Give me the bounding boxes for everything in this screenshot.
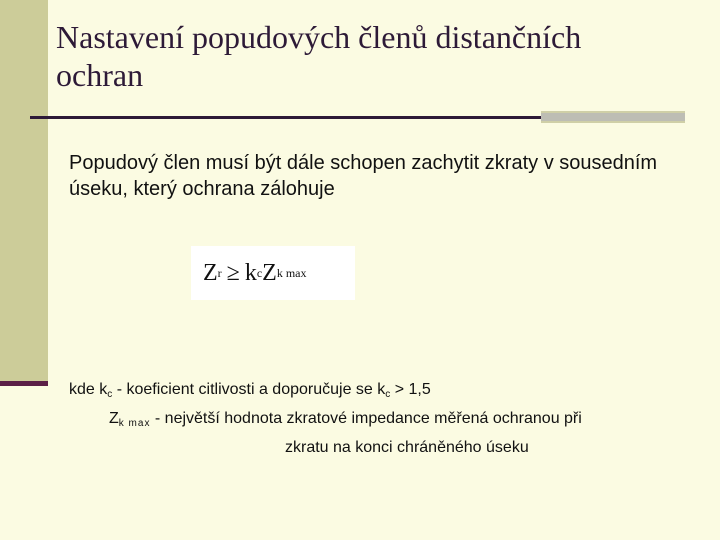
definition-zkmax-cont: zkratu na konci chráněného úseku: [285, 439, 529, 456]
def-kc-sub: c: [107, 389, 113, 400]
def-kc-text: - koeficient citlivosti a doporučuje se k: [112, 381, 386, 398]
left-decor-accent: [0, 381, 48, 386]
formula-z2: Z: [262, 259, 277, 286]
formula-k: k: [244, 259, 257, 286]
body-paragraph: Popudový člen musí být dále schopen zachytit zkraty v sousedním úseku, který ochrana zálohuje: [69, 152, 658, 200]
def-zk-sub: k max: [118, 418, 151, 429]
title-underline-accent-inner: [541, 113, 685, 121]
definitions-block: [69, 378, 719, 460]
formula-geq: ≥: [226, 259, 240, 286]
def-kc-prefix: kde k: [69, 381, 108, 398]
formula-image: [191, 246, 355, 300]
def-kc-sub2: c: [385, 389, 391, 400]
formula-z: Z: [203, 259, 218, 286]
formula-k-sub: c: [256, 265, 263, 280]
definition-zkmax: [69, 407, 719, 436]
formula-z2-sub: k max: [276, 265, 307, 280]
slide-title: Nastavení popudových členů distančních ochran: [56, 19, 582, 93]
def-kc-suffix: > 1,5: [390, 381, 431, 398]
left-decor-band: [0, 0, 48, 381]
def-zk-prefix: Z: [109, 410, 119, 427]
def-zk-text: - největší hodnota zkratové impedance měřená ochranou při: [150, 410, 582, 427]
definition-kc: [69, 378, 719, 407]
formula-z-sub: r: [217, 265, 222, 280]
